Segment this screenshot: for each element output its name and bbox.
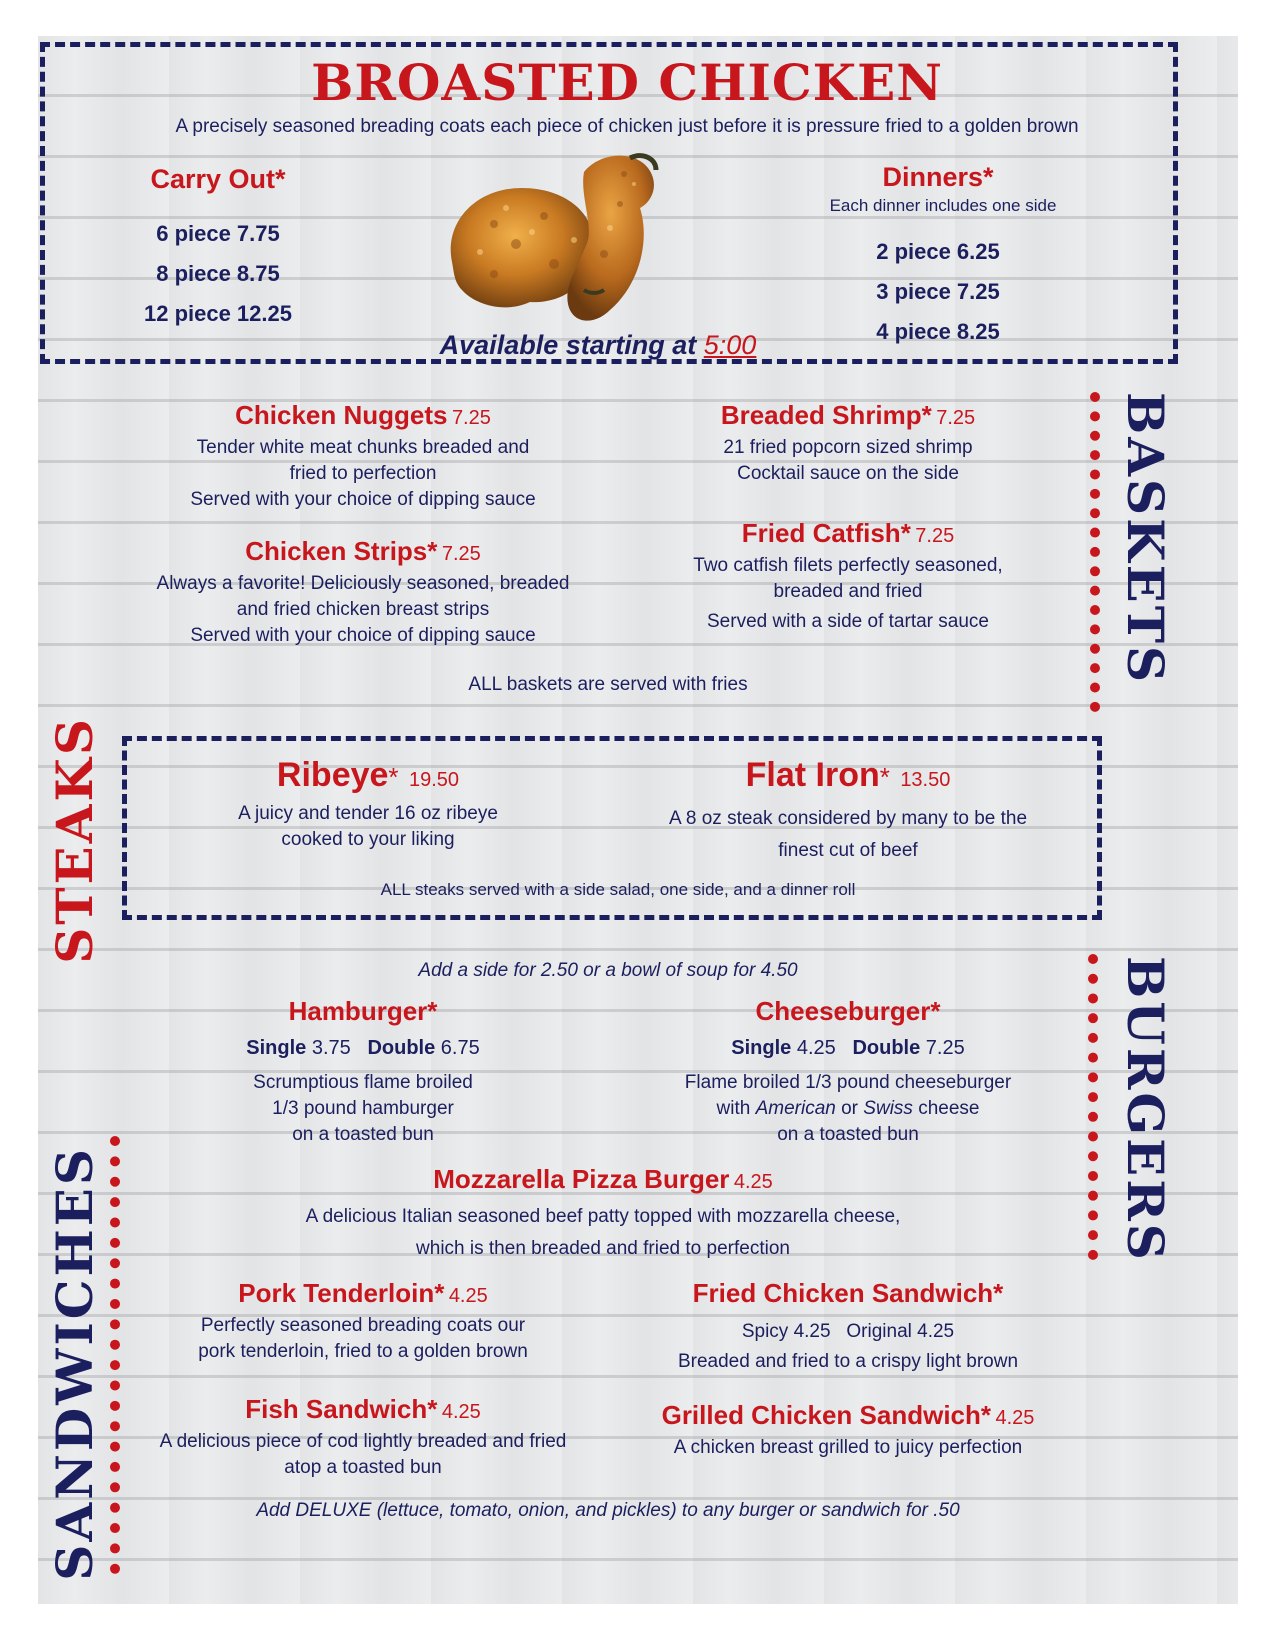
- item-name: Grilled Chicken Sandwich*: [661, 1400, 992, 1430]
- item-desc-line: finest cut of beef: [778, 840, 918, 861]
- item-price: 7.25: [451, 407, 491, 429]
- burger-item-hamburger: [188, 996, 538, 1148]
- item-desc-line: cooked to your liking: [281, 829, 455, 850]
- item-price: 4.25: [995, 1407, 1035, 1429]
- basket-item-breaded-shrimp: [628, 400, 1068, 487]
- item-desc-line: Scrumptious flame broiled: [253, 1072, 473, 1093]
- item-name: Breaded Shrimp*: [720, 400, 932, 430]
- item-prices: Spicy 4.25 Original 4.25: [741, 1321, 955, 1342]
- desc-word: cheese: [918, 1098, 980, 1119]
- item-star: *: [388, 762, 399, 792]
- baskets-note: ALL baskets are served with fries: [468, 674, 748, 695]
- dinners-note: Each dinner includes one side: [829, 196, 1057, 215]
- single-price: 4.25: [796, 1037, 836, 1059]
- availability-line: [288, 330, 908, 361]
- item-price: 7.25: [441, 543, 481, 565]
- item-desc-line: Always a favorite! Deliciously seasoned, breaded: [156, 573, 570, 594]
- item-desc-line: which is then breaded and fried to perfection: [416, 1238, 790, 1259]
- item-desc-line: Flame broiled 1/3 pound cheeseburger: [684, 1072, 1012, 1093]
- broasted-chicken-title: BROASTED CHICKEN: [311, 53, 943, 112]
- item-desc-line: A delicious piece of cod lightly breaded and fried: [159, 1431, 567, 1452]
- item-desc-line: Breaded and fried to a crispy light brown: [677, 1351, 1019, 1372]
- baskets-section-label: BASKETS: [1116, 392, 1175, 686]
- carry-out-heading: Carry Out*: [150, 164, 286, 194]
- double-price: 7.25: [925, 1037, 965, 1059]
- item-desc-line: A delicious Italian seasoned beef patty topped with mozzarella cheese,: [305, 1206, 901, 1227]
- item-price: 4.25: [733, 1171, 773, 1193]
- carry-out-item: 12 piece 12.25: [143, 301, 292, 326]
- dinners-heading: Dinners*: [882, 162, 994, 192]
- item-desc-line: atop a toasted bun: [284, 1457, 442, 1478]
- item-name: Ribeye: [276, 756, 389, 794]
- sandwich-item-fried-chicken: [628, 1278, 1068, 1375]
- baskets-dotted-rule: [1090, 392, 1114, 712]
- item-desc-line: Served with your choice of dipping sauce: [190, 625, 536, 646]
- sandwich-item-pork-tenderloin: [148, 1278, 578, 1365]
- item-star: *: [879, 762, 890, 792]
- item-name: Hamburger*: [288, 996, 438, 1026]
- burger-item-cheeseburger: [628, 996, 1068, 1148]
- desc-word: with: [716, 1098, 751, 1119]
- availability-prefix: Available starting at: [439, 330, 697, 360]
- basket-item-fried-catfish: [628, 518, 1068, 635]
- steak-item-ribeye: [158, 756, 578, 853]
- sandwich-item-fish: [128, 1394, 598, 1481]
- carry-out-list: [108, 214, 328, 334]
- item-desc-line: A juicy and tender 16 oz ribeye: [238, 803, 498, 824]
- steaks-section-label: STEAKS: [45, 716, 104, 964]
- desc-word: American: [755, 1098, 836, 1119]
- item-desc-line: Served with a side of tartar sauce: [707, 611, 989, 632]
- desc-word: or: [841, 1098, 859, 1119]
- fried-chicken-image: [434, 144, 694, 334]
- item-name: Fish Sandwich*: [245, 1394, 438, 1424]
- item-desc-line: A 8 oz steak considered by many to be the: [668, 808, 1028, 829]
- double-label: Double: [367, 1037, 436, 1059]
- item-desc-line: on a toasted bun: [292, 1124, 434, 1145]
- item-price: 4.25: [441, 1401, 481, 1423]
- carry-out-item: 8 piece 8.75: [156, 261, 280, 286]
- item-name: Chicken Nuggets: [235, 400, 448, 430]
- sandwiches-dotted-rule: [110, 1136, 134, 1574]
- double-price: 6.75: [440, 1037, 480, 1059]
- item-price: 7.25: [915, 525, 955, 547]
- item-price: 7.25: [936, 407, 976, 429]
- single-label: Single: [246, 1037, 307, 1059]
- item-desc-line: and fried chicken breast strips: [236, 599, 490, 620]
- burger-item-pizza-burger: [188, 1164, 1018, 1265]
- item-desc-line: Tender white meat chunks breaded and: [196, 437, 530, 458]
- steak-item-flat-iron: [628, 756, 1068, 867]
- burgers-dotted-rule: [1088, 954, 1112, 1260]
- item-desc-line: on a toasted bun: [777, 1124, 919, 1145]
- availability-time: 5:00: [703, 330, 757, 360]
- item-desc-line: pork tenderloin, fried to a golden brown: [198, 1341, 528, 1362]
- side-note: Add a side for 2.50 or a bowl of soup for 4.50: [418, 960, 798, 981]
- item-price: 13.50: [900, 769, 951, 791]
- dinners-item: 3 piece 7.25: [876, 279, 1000, 304]
- item-desc-line: Cocktail sauce on the side: [737, 463, 959, 484]
- single-label: Single: [731, 1037, 792, 1059]
- item-desc-line: 21 fried popcorn sized shrimp: [723, 437, 973, 458]
- item-desc-line: breaded and fried: [773, 581, 923, 602]
- item-desc-line: 1/3 pound hamburger: [272, 1098, 454, 1119]
- item-desc-line: fried to perfection: [289, 463, 437, 484]
- desc-word: Swiss: [863, 1098, 913, 1119]
- menu-page: [38, 36, 1238, 1604]
- dinners-item: 4 piece 8.25: [876, 319, 1000, 344]
- single-price: 3.75: [311, 1037, 351, 1059]
- basket-item-chicken-strips: [118, 536, 608, 649]
- burgers-section-label: BURGERS: [1116, 956, 1175, 1263]
- item-price: 4.25: [448, 1285, 488, 1307]
- basket-item-chicken-nuggets: [128, 400, 598, 513]
- carry-out-item: 6 piece 7.75: [156, 221, 280, 246]
- sandwiches-section-label: SANDWICHES: [45, 1146, 104, 1581]
- item-name: Pork Tenderloin*: [238, 1278, 445, 1308]
- sandwich-item-grilled-chicken: [628, 1400, 1068, 1461]
- item-price: 19.50: [409, 769, 460, 791]
- item-desc-line: A chicken breast grilled to juicy perfection: [673, 1437, 1023, 1458]
- item-name: Cheeseburger*: [755, 996, 941, 1026]
- item-desc-line: Perfectly seasoned breading coats our: [200, 1315, 526, 1336]
- item-name: Flat Iron: [745, 756, 880, 794]
- item-name: Fried Chicken Sandwich*: [692, 1278, 1004, 1308]
- broasted-intro: A precisely seasoned breading coats each piece of chicken just before it is pressure fried to a golden brown: [175, 116, 1079, 137]
- item-desc-line: Served with your choice of dipping sauce: [190, 489, 536, 510]
- item-desc-line: Two catfish filets perfectly seasoned,: [693, 555, 1003, 576]
- double-label: Double: [852, 1037, 921, 1059]
- item-name: Chicken Strips*: [245, 536, 438, 566]
- dinners-item: 2 piece 6.25: [876, 239, 1000, 264]
- item-desc-line: [628, 1096, 1068, 1122]
- item-name: Fried Catfish*: [741, 518, 911, 548]
- steaks-note: ALL steaks served with a side salad, one side, and a dinner roll: [380, 880, 856, 899]
- item-name: Mozzarella Pizza Burger: [433, 1164, 730, 1194]
- deluxe-note: Add DELUXE (lettuce, tomato, onion, and pickles) to any burger or sandwich for .50: [256, 1500, 960, 1521]
